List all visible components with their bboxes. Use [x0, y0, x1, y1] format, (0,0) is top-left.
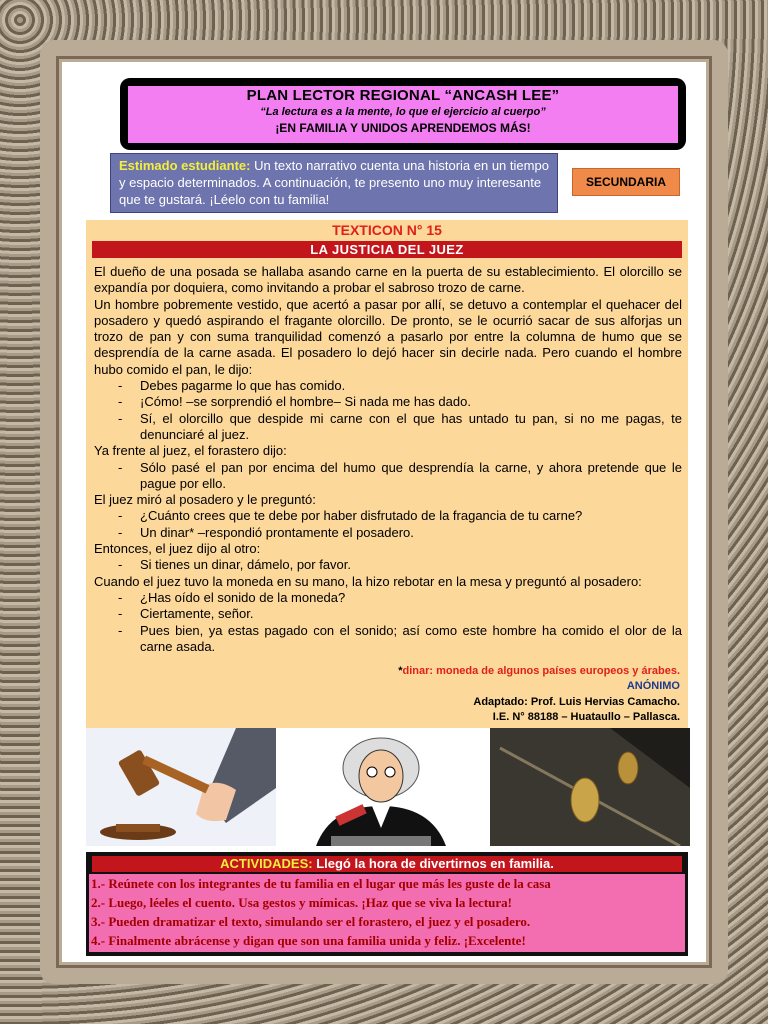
activity-item: 4.- Finalmente abrácense y digan que son una familia unida y feliz. ¡Excelente!: [91, 933, 526, 948]
intro-text: Un texto narrativo cuenta una historia en un tiempo y espacio determinados. A continuación, te presento uno muy interesante que te gustará. ¡Léelo con tu familia!: [119, 158, 549, 207]
activity-item: 2.- Luego, léeles el cuento. Usa gestos y mímicas. ¡Haz que se viva la lectura!: [91, 895, 512, 910]
story-text: [94, 264, 682, 655]
story-paragraph: Ya frente al juez, el forastero dijo:: [94, 443, 287, 459]
story-number: TEXTICON N° 15: [332, 222, 442, 238]
story-paragraph: El juez miró al posadero y le preguntó:: [94, 492, 316, 508]
intro-lead: Estimado estudiante:: [119, 158, 251, 173]
illustration-strip: [86, 728, 690, 846]
school-name: I.E. N° 88188 – Huataullo – Pallasca.: [492, 711, 680, 723]
header-motto: ¡EN FAMILIA Y UNIDOS APRENDEMOS MÁS!: [275, 121, 531, 135]
dialogue-line: - Sí, el olorcillo que despide mi carne con el que has untado tu pan, si no me pagas, te denunciaré al juez.: [94, 411, 682, 444]
story-paragraph: El dueño de una posada se hallaba asando carne en la puerta de su establecimiento. El olorcillo se expandía por doquiera, como invitando a probar el sabroso trozo de carne.: [94, 264, 682, 296]
activities-title: Llegó la hora de divertirnos en familia.: [312, 856, 554, 871]
story-author: ANÓNIMO: [626, 680, 680, 692]
dialogue-line: - Debes pagarme lo que has comido.: [94, 378, 682, 394]
footnote-star: *: [398, 665, 403, 677]
story-paragraph: Un hombre pobremente vestido, que acertó a pasar por allí, se detuvo a contemplar el quehacer del posadero y quedó aspirando el fragante olorcillo. De pronto, se le ocurrió sacar de sus alforjas un trozo de pan y con suma tranquilidad comenzó a pasarlo por entre la columna de humo que se desprendía de la carne asada. El posadero lo dejó hacer sin decirle nada. Pero cuando el hombre hubo comido el pan, le dijo:: [94, 296, 682, 377]
header-quote: “La lectura es a la mente, lo que el ejercicio al cuerpo”: [260, 106, 546, 118]
header-box: [120, 78, 686, 150]
judge-cartoon-image: [276, 728, 490, 846]
dialogue-line: - Ciertamente, señor.: [94, 606, 682, 622]
activities-lead: ACTIVIDADES:: [220, 856, 313, 871]
story-paragraph: Entonces, el juez dijo al otro:: [94, 541, 261, 557]
dialogue-line: - Sólo pasé el pan por encima del humo que desprendía la carne, y ahora pretende que le pague por ello.: [94, 460, 682, 493]
story-section: [86, 220, 688, 728]
coins-image: [490, 728, 690, 846]
adapted-by: Adaptado: Prof. Luis Hervias Camacho.: [473, 696, 680, 708]
dialogue-line: - ¡Cómo! –se sorprendió el hombre– Si nada me has dado.: [94, 394, 682, 410]
dialogue-line: - ¿Has oído el sonido de la moneda?: [94, 590, 682, 606]
dialogue-line: - Un dinar* –respondió prontamente el posadero.: [94, 525, 682, 541]
dialogue-line: - Si tienes un dinar, dámelo, por favor.: [94, 557, 682, 573]
header-inner: [128, 86, 678, 143]
adaptation-credit: [473, 695, 680, 725]
gavel-hand-image: [86, 728, 276, 846]
dialogue-line: - Pues bien, ya estas pagado con el sonido; así como este hombre ha comido el olor de la carne asada.: [94, 623, 682, 656]
footnote-text: dinar: moneda de algunos países europeos y árabes.: [402, 665, 680, 677]
page-title: PLAN LECTOR REGIONAL “ANCASH LEE”: [246, 87, 560, 104]
dialogue-line: - ¿Cuánto crees que te debe por haber disfrutado de la fragancia de tu carne?: [94, 508, 682, 524]
story-title: LA JUSTICIA DEL JUEZ: [92, 241, 682, 258]
activities-list: [89, 874, 685, 952]
activity-item: 3.- Pueden dramatizar el texto, simulando ser el forastero, el juez y el posadero.: [91, 914, 531, 929]
story-paragraph: Cuando el juez tuvo la moneda en su mano, la hizo rebotar en la mesa y preguntó al posadero:: [94, 573, 642, 589]
intro-box: [110, 153, 558, 213]
level-badge: SECUNDARIA: [572, 168, 680, 196]
activities-box: [86, 852, 688, 956]
activity-item: 1.- Reúnete con los integrantes de tu familia en el lugar que más les guste de la casa: [91, 876, 551, 891]
footnote: [398, 665, 680, 677]
activities-heading: [92, 856, 682, 872]
